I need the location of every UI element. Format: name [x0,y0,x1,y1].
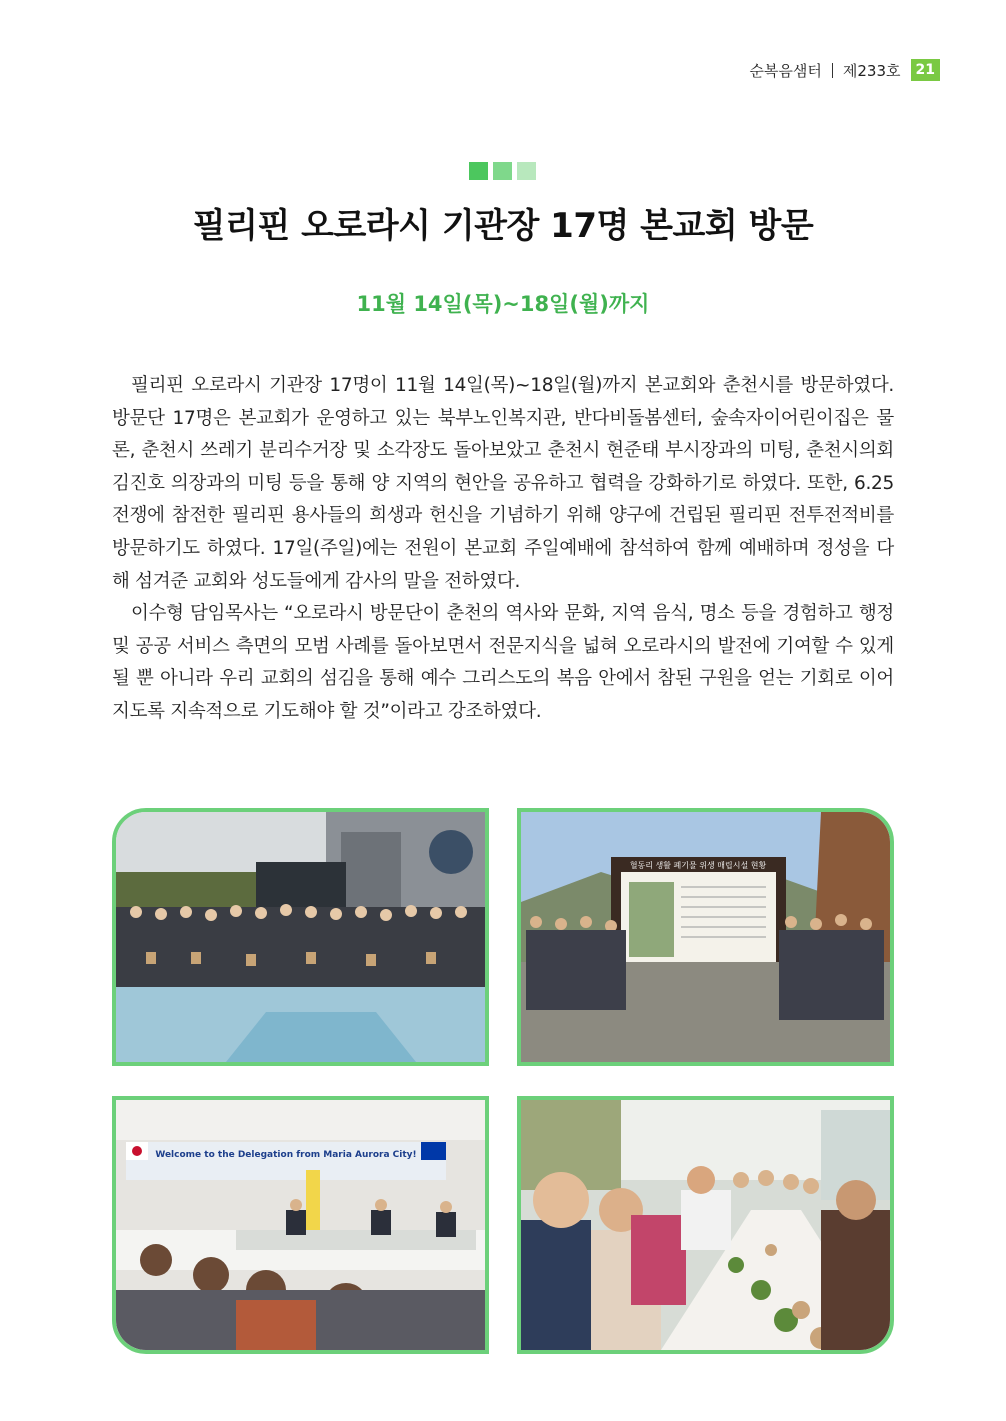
page-number: 21 [911,59,940,81]
photo-dining [517,1096,894,1354]
paragraph: 이수형 담임목사는 “오로라시 방문단이 춘천의 역사와 문화, 지역 음식, 명소 등을 경험하고 행정 및 공공 서비스 측면의 모범 사례를 돌아보면서 전문지식을 넓혀 오로라시의 발전에 기여할 수 있게 될 뿐 아니라 우리 교회의 섬김을 통해 예수 그리스도의 복음 안에서 참된 구원을 얻는 기회로 이어지도록 지속적으로 기도해야 할 것”이라고 강조하였다. [112,603,894,722]
article-title: 필리핀 오로라시 기관장 17명 본교회 방문 [192,206,814,246]
article-subtitle: 11월 14일(목)~18일(월)까지 [356,292,650,316]
ornament-square [493,162,512,180]
paragraph: 필리핀 오로라시 기관장 17명이 11월 14일(목)~18일(월)까지 본교회와 춘천시를 방문하였다. 방문단 17명은 본교회가 운영하고 있는 북부노인복지관, 반다비돌봄센터, 숲속자이어린이집은 물론, 춘천시 쓰레기 분리수거장 및 소각장도 돌아보았고 춘천시 현준태 부시장과의 미팅, 춘천시의회 김진호 의장과의 미팅 등을 통해 양 지역의 현안을 공유하고 협력을 강화하기로 하였다. 또한, 6.25 전쟁에 참전한 필리핀 용사들의 희생과 헌신을 기념하기 위해 양구에 건립된 필리핀 전투전적비를 방문하기도 하였다. 17일(주일)에는 전원이 본교회 주일예배에 참석하여 함께 예배하며 정성을 다해 섬겨준 교회와 성도들에게 감사의 말을 전하였다. [112,375,894,592]
title-ornament [469,162,536,180]
banner-text: Welcome to the Delegation from Maria Aurora City! [155,1150,417,1160]
ornament-square [469,162,488,180]
photo-meeting-room [112,1096,489,1354]
photo-group-outdoor [112,808,489,1066]
ornament-square [517,162,536,180]
page-header [749,58,940,82]
photo-landfill-sign [517,808,894,1066]
header-divider [832,63,833,78]
sign-heading: 혈동리 생활 폐기물 위생 매립시설 현황 [629,861,767,870]
article-body [112,370,894,729]
publication-name: 순복음샘터 [749,61,822,80]
issue-number: 제233호 [842,61,901,80]
